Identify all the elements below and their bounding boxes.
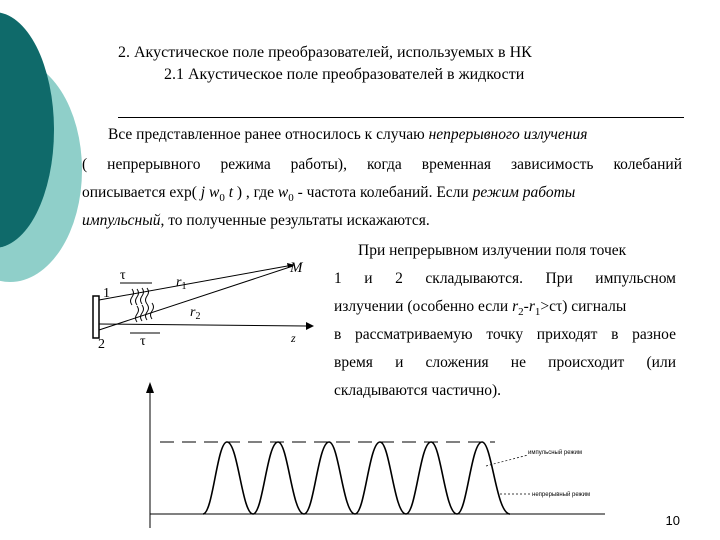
label-tau-top: τ: [120, 268, 126, 283]
label-tau-bottom: τ: [140, 334, 146, 349]
emph-mode: режим работы: [472, 184, 576, 201]
right-line-5: время и сложения не происходит (или: [334, 354, 676, 371]
right-line-4: в рассматриваемую точку приходят в разное: [334, 326, 676, 343]
para-line-1: Все представленное ранее относилось к случаю непрерывного излучения: [108, 126, 588, 143]
label-point-1: 1: [103, 286, 110, 301]
subsection-title: 2.1 Акустическое поле преобразователей в жидкости: [164, 66, 525, 83]
legend-pulse-mode: импульсный режим: [528, 450, 582, 456]
label-z: z: [291, 331, 296, 345]
waveform-y-arrow: [146, 382, 154, 393]
label-r2: $r_2$: [190, 305, 201, 322]
right-line-2: 1 и 2 складываются. При импульсном: [334, 270, 676, 287]
emph-pulsed: импульсный: [82, 212, 161, 229]
para-line-2: ( непрерывного режима работы), когда временная зависимость колебаний: [82, 156, 682, 173]
right-line-6: складываются частично).: [334, 382, 502, 399]
label-point-2: 2: [98, 337, 105, 352]
legend-continuous-mode: непрерывный режим: [532, 492, 591, 498]
para-line-4: импульсный, то полученные результаты искажаются.: [82, 212, 430, 229]
right-line-3: излучении (особенно если $r_2-r_1>c\tau$) сигналы: [334, 298, 627, 319]
emph-continuous: непрерывного излучения: [428, 126, 588, 143]
para-line-3: описывается exp( j $w_0$ t ) , где $w_0$ - частота колебаний. Если режим работы: [82, 184, 576, 205]
waveform-curve: [203, 442, 510, 514]
page-number: 10: [665, 513, 680, 528]
right-line-1: При непрерывном излучении поля точек: [358, 242, 627, 259]
label-M: M: [290, 260, 303, 276]
legend-leader-pulse: [486, 455, 528, 466]
section-title: 2. Акустическое поле преобразователей, используемых в НК: [118, 44, 532, 61]
label-r1: $r_1$: [176, 275, 187, 292]
